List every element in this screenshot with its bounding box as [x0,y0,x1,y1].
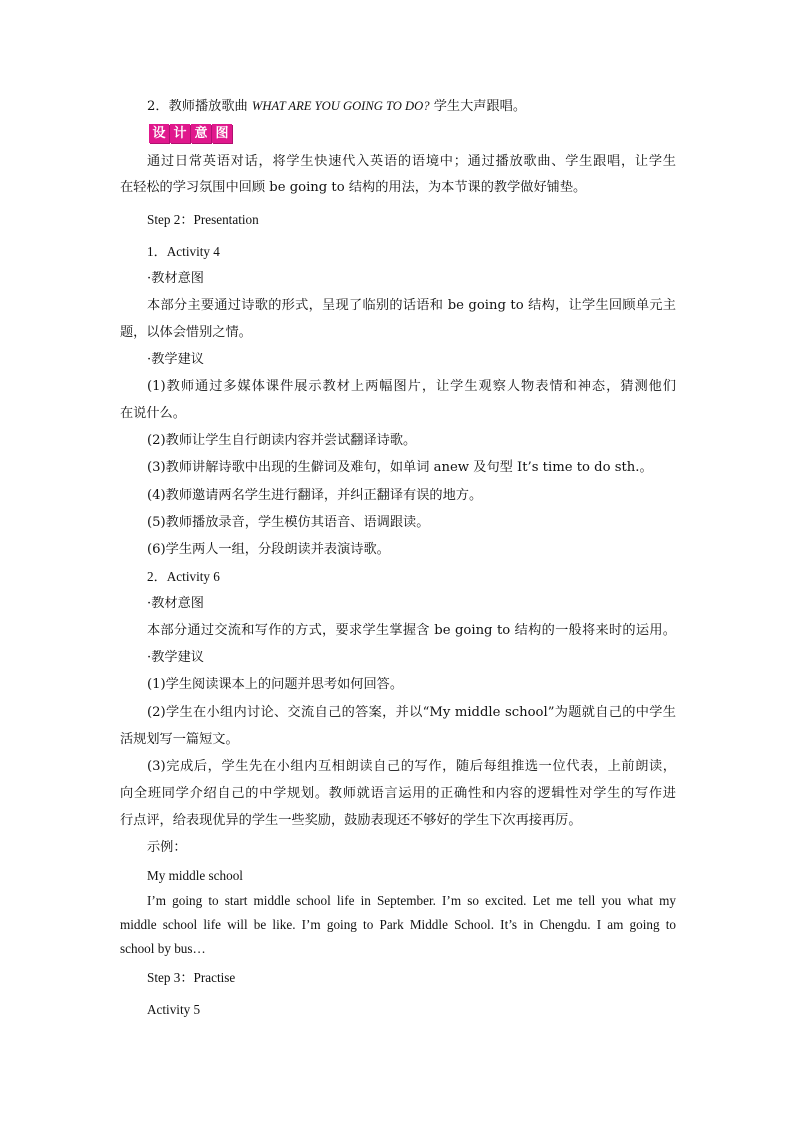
example-line: I’m going to start middle school life in September. I’m so excited. Let me tell you what my [147,893,676,908]
design-intent-badge [149,124,232,143]
activity-heading: Activity 5 [147,1002,201,1017]
list-item: (6)学生两人一组，分段朗读并表演诗歌。 [147,542,390,557]
list-item: (1)学生阅读课本上的问题并思考如何回答。 [147,677,404,692]
example-line: middle school life will be like. I’m going to Park Middle School. It’s in Chengdu. I am going to [120,917,676,932]
text: 2．教师播放歌曲 [147,99,252,114]
text: 学生大声跟唱。 [429,99,527,114]
badge-char: 计 [170,124,190,143]
subheading: ·教学建议 [147,650,204,665]
example-title: My middle school [147,868,243,883]
paragraph-line: 本部分通过交流和写作的方式，要求学生掌握含 be going to 结构的一般将来时的运用。 [147,623,676,638]
list-item: (3)教师讲解诗歌中出现的生僻词及难句，如单词 anew 及句型 It’s time to do sth.。 [147,460,653,475]
song-line [147,97,526,116]
paragraph-line: 题，以体会惜别之情。 [120,325,252,340]
activity-heading: 1．Activity 4 [147,244,220,259]
subheading: ·教学建议 [147,352,204,367]
song-title: WHAT ARE YOU GOING TO DO? [251,99,430,113]
badge-char: 意 [191,124,211,143]
paragraph-line: 行点评，给表现优异的学生一些奖励，鼓励表现还不够好的学生下次再接再厉。 [120,813,582,828]
step-heading: Step 3：Practise [147,970,236,985]
paragraph-line: 在说什么。 [120,406,186,421]
activity-heading: 2．Activity 6 [147,569,220,584]
badge-char: 设 [149,124,169,143]
example-line: school by bus… [120,941,206,956]
badge-char: 图 [212,124,232,143]
list-item: (2)学生在小组内讨论、交流自己的答案，并以“My middle school”为题就自己的中学生 [147,705,676,720]
list-item: (2)教师让学生自行朗读内容并尝试翻译诗歌。 [147,433,417,448]
example-label: 示例： [147,840,187,855]
paragraph-line: 活规划写一篇短文。 [120,732,239,747]
paragraph-line: 在轻松的学习氛围中回顾 be going to 结构的用法，为本节课的教学做好铺垫。 [120,180,587,195]
subheading: ·教材意图 [147,271,204,286]
list-item: (3)完成后，学生先在小组内互相朗读自己的写作，随后每组推选一位代表，上前朗读， [147,759,676,774]
paragraph-line: 向全班同学介绍自己的中学规划。教师就语言运用的正确性和内容的逻辑性对学生的写作进 [120,786,676,801]
list-item: (4)教师邀请两名学生进行翻译，并纠正翻译有误的地方。 [147,488,483,503]
step-heading: Step 2：Presentation [147,212,259,227]
paragraph-line: 本部分主要通过诗歌的形式，呈现了临别的话语和 be going to 结构，让学生回顾单元主 [147,298,676,313]
subheading: ·教材意图 [147,596,204,611]
paragraph-line: (1)教师通过多媒体课件展示教材上两幅图片，让学生观察人物表情和神态，猜测他们 [147,379,676,394]
list-item: (5)教师播放录音，学生模仿其语音、语调跟读。 [147,515,430,530]
paragraph-line: 通过日常英语对话，将学生快速代入英语的语境中；通过播放歌曲、学生跟唱，让学生 [147,154,676,169]
